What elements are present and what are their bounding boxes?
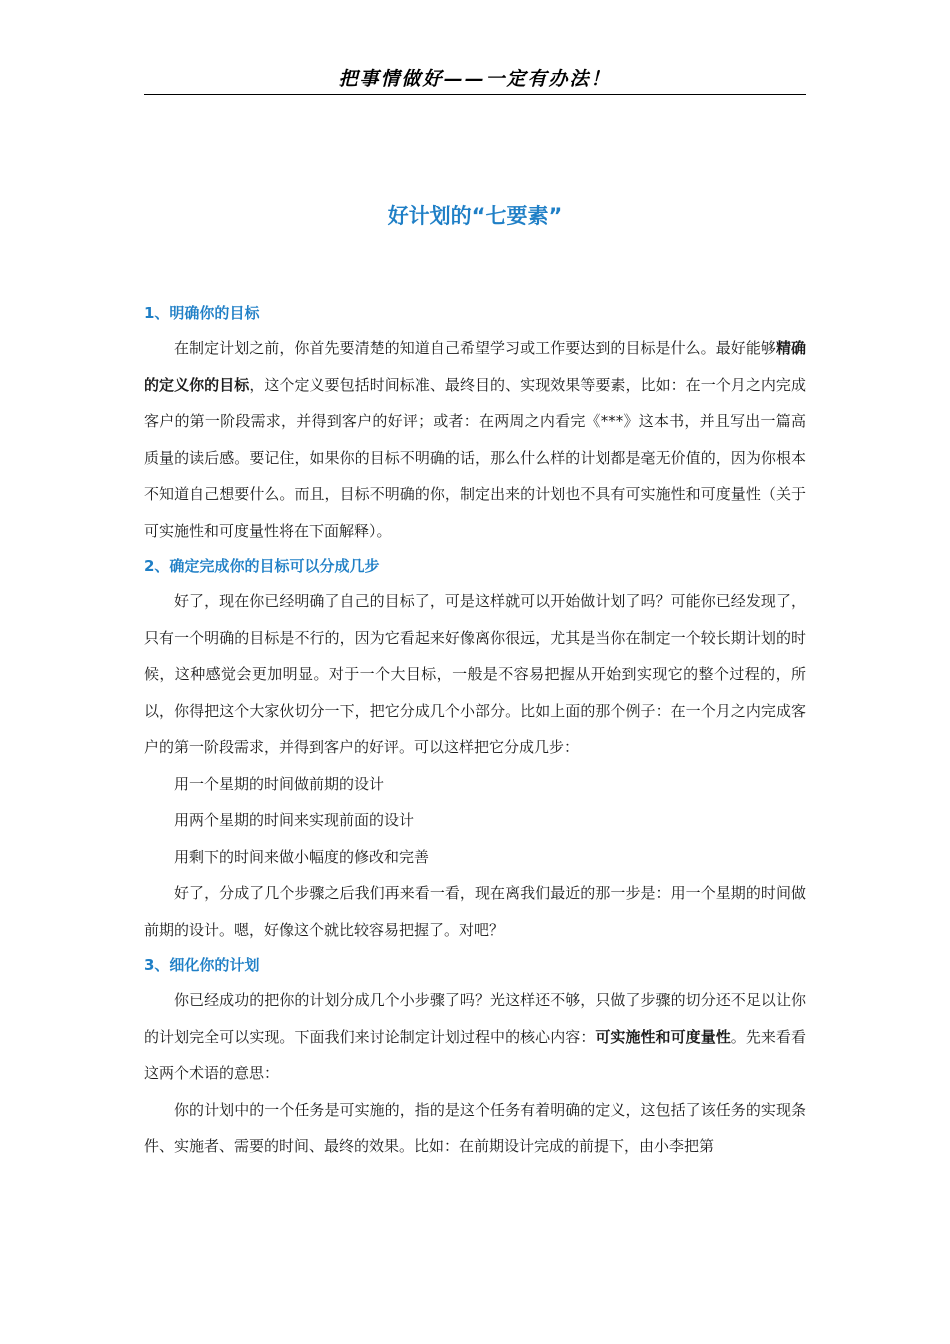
step-item: 用两个星期的时间来实现前面的设计 xyxy=(174,811,415,829)
bold-phrase: 可实施性和可度量性 xyxy=(595,1027,731,1046)
step-item: 用剩下的时间来做小幅度的修改和完善 xyxy=(174,847,430,866)
section-2-paragraph: 好了，现在你已经明确了自己的目标了，可是这样就可以开始做计划了吗？可能你已经发现了，只有一个明确的目标是不行的，因为它看起来好像离你很远，尤其是当你在制定一个较长期计划的时候，这种感觉会更加明显。对于一个大目标，一般是不容易把握从开始到实现它的整个过程的，所以，你得把这个大家伙切分一下，把它分成几个小部分。比如上面的那个例子：在一个月之内完成客户的第一阶段需求，并得到客户的好评。可以这样把它分成几步： xyxy=(144,592,806,756)
page-title: 好计划的“七要素” xyxy=(387,204,563,228)
bold-phrase: 精确的定义你的目标 xyxy=(144,339,806,394)
header-slogan: 把事情做好——一定有办法！ xyxy=(338,68,612,90)
section-3-paragraph: 你已经成功的把你的计划分成几个小步骤了吗？光这样还不够，只做了步骤的切分还不足以让你的计划完全可以实现。下面我们来讨论制定计划过程中的核心内容：可实施性和可度量性。先来看看这两个术语的意思： xyxy=(144,991,806,1082)
document-body xyxy=(144,296,806,1165)
section-heading-1: 1、明确你的目标 xyxy=(144,304,260,322)
page-header xyxy=(144,64,806,95)
section-heading-2: 2、确定完成你的目标可以分成几步 xyxy=(144,557,380,575)
section-2-paragraph-2: 好了，分成了几个步骤之后我们再来看一看，现在离我们最近的那一步是：用一个星期的时间做前期的设计。嗯，好像这个就比较容易把握了。对吧？ xyxy=(144,884,806,939)
section-1-paragraph: 在制定计划之前，你首先要清楚的知道自己希望学习或工作要达到的目标是什么。最好能够精确的定义你的目标，这个定义要包括时间标准、最终目的、实现效果等要素，比如：在一个月之内完成客户的第一阶段需求，并得到客户的好评；或者：在两周之内看完《***》这本书，并且写出一篇高质量的读后感。要记住，如果你的目标不明确的话，那么什么样的计划都是毫无价值的，因为你根本不知道自己想要什么。而且，目标不明确的你，制定出来的计划也不具有可实施性和可度量性（关于可实施性和可度量性将在下面解释）。 xyxy=(144,339,806,540)
section-heading-3: 3、细化你的计划 xyxy=(144,956,260,974)
section-3-paragraph-2: 你的计划中的一个任务是可实施的，指的是这个任务有着明确的定义，这包括了该任务的实现条件、实施者、需要的时间、最终的效果。比如：在前期设计完成的前提下，由小李把第 xyxy=(144,1100,806,1155)
step-item: 用一个星期的时间做前期的设计 xyxy=(174,774,385,793)
